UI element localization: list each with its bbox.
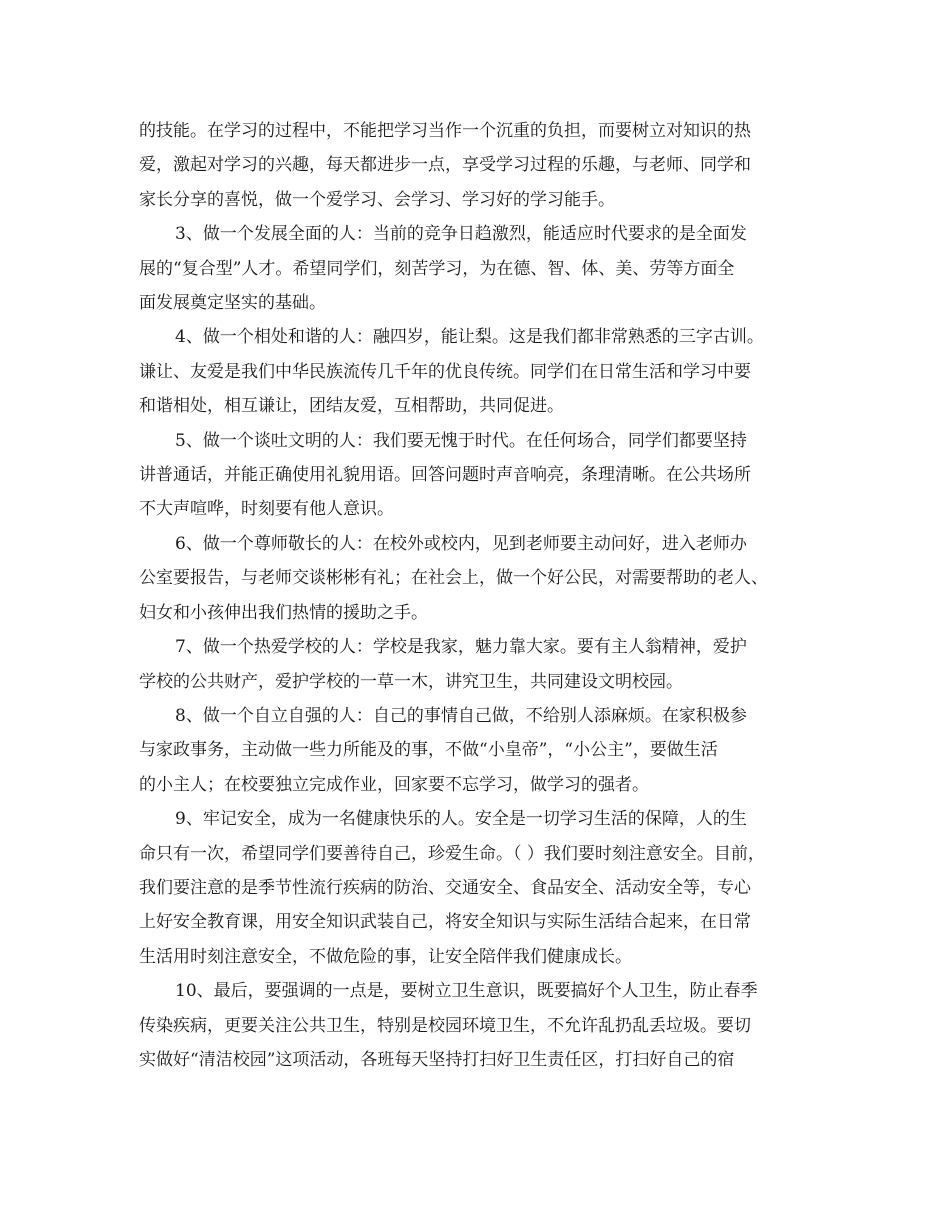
paragraph-item-3: 3、做一个发展全面的人：当前的竞争日趋激烈，能适应时代要求的是全面发 展的“复合型”人才。希望同学们，刻苦学习，为在德、智、体、美、劳等方面全 面发展奠定坚实的基础。 bbox=[139, 224, 747, 314]
paragraph-continuation: 的技能。在学习的过程中，不能把学习当作一个沉重的负担，而要树立对知识的热 爱，激起对学习的兴趣，每天都进步一点，享受学习过程的乐趣，与老师、同学和 家长分享的喜悦，做一个爱学习、会学习、学习好的学习能手。 bbox=[139, 121, 751, 210]
paragraph-item-5: 5、做一个谈吐文明的人：我们要无愧于时代。在任何场合，同学们都要坚持 讲普通话，并能正确使用礼貌用语。回答问题时声音响亮，条理清晰。在公共场所 不大声喧哗，时刻要有他人意识。 bbox=[139, 430, 751, 520]
paragraph-item-7: 7、做一个热爱学校的人：学校是我家，魅力靠大家。要有主人翁精神，爱护 学校的公共财产，爱护学校的一草一木，讲究卫生，共同建设文明校园。 bbox=[139, 637, 747, 692]
paragraph-item-8: 8、做一个自立自强的人：自己的事情自己做，不给别人添麻烦。在家积极参 与家政事务，主动做一些力所能及的事，不做“小皇帝”，“小公主”，要做生活 的小主人；在校要独立完成作业，回家要不忘学习，做学习的强者。 bbox=[139, 705, 747, 795]
paragraph-item-4: 4、做一个相处和谐的人：融四岁，能让梨。这是我们都非常熟悉的三字古训。 谦让、友爱是我们中华民族流传几千年的优良传统。同学们在日常生活和学习中要 和谐相处，相互谦让，团结友爱，互相帮助，共同促进。 bbox=[139, 327, 764, 417]
paragraph-item-9: 9、牢记安全，成为一名健康快乐的人。安全是一切学习生活的保障，人的生 命只有一次，希望同学们要善待自己，珍爱生命。（ ）我们要时刻注意安全。目前， 我们要注意的是季节性流行疾病的防治、交通安全、食品安全、活动安全等，专心 上好安全教育课，用安全知识武装自己，将安全知识与实际生活结合起来，在日常 生活用时刻注意安全，不做危险的事，让安全陪伴我们健康成长。 bbox=[139, 809, 765, 967]
paragraph-item-10: 10、最后，要强调的一点是，要树立卫生意识，既要搞好个人卫生，防止春季 传染疾病，更要关注公共卫生，特别是校园环境卫生，不允许乱扔乱丢垃圾。要切 实做好“清洁校园”这项活动，各班每天坚持打扫好卫生责任区，打扫好自己的宿 bbox=[139, 981, 758, 1070]
document-body bbox=[139, 114, 825, 1077]
paragraph-item-6: 6、做一个尊师敬长的人：在校外或校内，见到老师要主动问好，进入老师办 公室要报告，与老师交谈彬彬有礼；在社会上，做一个好公民，对需要帮助的老人、 妇女和小孩伸出我们热情的援助之手。 bbox=[139, 533, 768, 623]
